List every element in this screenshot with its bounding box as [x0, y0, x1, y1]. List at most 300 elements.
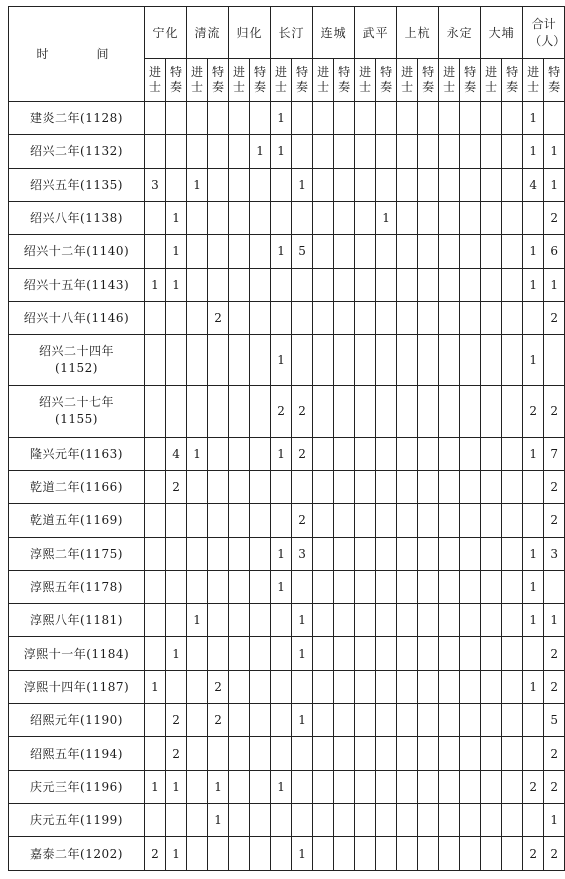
- time-cell: 绍熙元年(1190): [9, 704, 145, 737]
- tezou-count-cell: [502, 804, 523, 837]
- jinshi-count-cell: [313, 837, 334, 871]
- tezou-count-cell: [418, 268, 439, 301]
- jinshi-count-cell: [313, 470, 334, 503]
- jinshi-count-cell: 1: [187, 168, 208, 201]
- jinshi-count-cell: [481, 804, 502, 837]
- jinshi-count-cell: [313, 670, 334, 703]
- tezou-count-cell: [460, 804, 481, 837]
- jinshi-count-cell: [397, 335, 418, 386]
- jinshi-count-cell: [187, 268, 208, 301]
- county-header: 清流: [187, 7, 229, 59]
- tezou-count-cell: [418, 235, 439, 268]
- jinshi-count-cell: [229, 770, 250, 803]
- tezou-count-cell: 1: [292, 637, 313, 670]
- jinshi-count-cell: [355, 504, 376, 537]
- tezou-count-cell: [376, 704, 397, 737]
- jinshi-count-cell: [145, 637, 166, 670]
- tezou-count-cell: 2: [544, 470, 565, 503]
- tezou-count-cell: [418, 570, 439, 603]
- jinshi-count-cell: [481, 135, 502, 168]
- tezou-count-cell: [250, 504, 271, 537]
- jinshi-count-cell: [229, 102, 250, 135]
- jinshi-count-cell: [481, 437, 502, 470]
- tezou-count-cell: [502, 386, 523, 437]
- tezou-count-cell: [460, 737, 481, 770]
- tezou-count-cell: [544, 335, 565, 386]
- tezou-count-cell: [502, 704, 523, 737]
- jinshi-count-cell: [481, 537, 502, 570]
- tezou-count-cell: [418, 537, 439, 570]
- jinshi-subheader: 进士: [523, 59, 544, 102]
- tezou-count-cell: [208, 168, 229, 201]
- jinshi-count-cell: [439, 102, 460, 135]
- tezou-count-cell: [460, 386, 481, 437]
- jinshi-count-cell: [397, 301, 418, 334]
- jinshi-count-cell: 1: [271, 770, 292, 803]
- jinshi-count-cell: [313, 201, 334, 234]
- tezou-count-cell: [292, 102, 313, 135]
- jinshi-count-cell: [187, 737, 208, 770]
- tezou-count-cell: [250, 437, 271, 470]
- jinshi-count-cell: 1: [187, 437, 208, 470]
- tezou-count-cell: 1: [292, 168, 313, 201]
- tezou-count-cell: [292, 670, 313, 703]
- jinshi-count-cell: 2: [523, 770, 544, 803]
- jinshi-count-cell: [439, 386, 460, 437]
- jinshi-count-cell: [313, 604, 334, 637]
- tezou-count-cell: [376, 570, 397, 603]
- tezou-count-cell: [502, 670, 523, 703]
- time-cell: 淳熙八年(1181): [9, 604, 145, 637]
- jinshi-subheader: 进士: [355, 59, 376, 102]
- jinshi-count-cell: [145, 335, 166, 386]
- tezou-count-cell: [208, 737, 229, 770]
- tezou-subheader: 特奏: [544, 59, 565, 102]
- jinshi-count-cell: 1: [187, 604, 208, 637]
- jinshi-count-cell: [355, 837, 376, 871]
- jinshi-count-cell: [397, 470, 418, 503]
- jinshi-count-cell: [439, 704, 460, 737]
- jinshi-count-cell: [481, 604, 502, 637]
- time-cell: 淳熙十四年(1187): [9, 670, 145, 703]
- tezou-count-cell: [376, 102, 397, 135]
- tezou-count-cell: [376, 737, 397, 770]
- jinshi-count-cell: [481, 301, 502, 334]
- tezou-count-cell: 2: [544, 504, 565, 537]
- jinshi-count-cell: [145, 504, 166, 537]
- jinshi-count-cell: 2: [145, 837, 166, 871]
- tezou-count-cell: [418, 201, 439, 234]
- jinshi-subheader: 进士: [145, 59, 166, 102]
- jinshi-count-cell: [523, 704, 544, 737]
- jinshi-count-cell: [271, 470, 292, 503]
- tezou-count-cell: [166, 604, 187, 637]
- tezou-count-cell: [502, 335, 523, 386]
- jinshi-count-cell: [481, 168, 502, 201]
- tezou-count-cell: [502, 301, 523, 334]
- tezou-count-cell: [208, 504, 229, 537]
- tezou-count-cell: 5: [292, 235, 313, 268]
- tezou-count-cell: [418, 604, 439, 637]
- tezou-count-cell: 2: [544, 201, 565, 234]
- tezou-count-cell: [250, 637, 271, 670]
- jinshi-count-cell: [523, 201, 544, 234]
- exam-statistics-table: [8, 6, 565, 871]
- jinshi-count-cell: 1: [145, 670, 166, 703]
- jinshi-count-cell: [229, 504, 250, 537]
- time-cell: 乾道二年(1166): [9, 470, 145, 503]
- jinshi-count-cell: [439, 470, 460, 503]
- jinshi-count-cell: [439, 335, 460, 386]
- jinshi-subheader: 进士: [397, 59, 418, 102]
- jinshi-count-cell: [187, 135, 208, 168]
- tezou-count-cell: [502, 168, 523, 201]
- tezou-count-cell: [250, 737, 271, 770]
- jinshi-count-cell: [271, 168, 292, 201]
- jinshi-count-cell: [187, 770, 208, 803]
- tezou-count-cell: [334, 268, 355, 301]
- jinshi-count-cell: [397, 770, 418, 803]
- tezou-count-cell: [460, 301, 481, 334]
- tezou-count-cell: [166, 804, 187, 837]
- jinshi-count-cell: 1: [145, 770, 166, 803]
- tezou-count-cell: [250, 704, 271, 737]
- jinshi-count-cell: 1: [523, 135, 544, 168]
- time-cell: 乾道五年(1169): [9, 504, 145, 537]
- tezou-count-cell: 1: [166, 235, 187, 268]
- tezou-count-cell: [418, 804, 439, 837]
- jinshi-count-cell: [187, 201, 208, 234]
- tezou-count-cell: 1: [544, 168, 565, 201]
- tezou-count-cell: [460, 268, 481, 301]
- tezou-count-cell: [334, 201, 355, 234]
- jinshi-count-cell: [313, 102, 334, 135]
- jinshi-count-cell: [229, 301, 250, 334]
- tezou-count-cell: [376, 637, 397, 670]
- jinshi-count-cell: [439, 570, 460, 603]
- tezou-count-cell: 2: [166, 737, 187, 770]
- tezou-count-cell: 3: [292, 537, 313, 570]
- jinshi-count-cell: [355, 737, 376, 770]
- jinshi-count-cell: 1: [523, 537, 544, 570]
- tezou-count-cell: [208, 386, 229, 437]
- county-header: 归化: [229, 7, 271, 59]
- tezou-count-cell: [334, 804, 355, 837]
- jinshi-count-cell: [145, 135, 166, 168]
- tezou-count-cell: [460, 670, 481, 703]
- tezou-count-cell: [502, 837, 523, 871]
- jinshi-count-cell: 1: [523, 437, 544, 470]
- tezou-count-cell: [250, 570, 271, 603]
- tezou-count-cell: [502, 604, 523, 637]
- jinshi-count-cell: [481, 704, 502, 737]
- county-header: 武平: [355, 7, 397, 59]
- table-row: [9, 301, 565, 334]
- jinshi-count-cell: [481, 470, 502, 503]
- jinshi-count-cell: 1: [271, 235, 292, 268]
- jinshi-count-cell: [397, 386, 418, 437]
- tezou-count-cell: 2: [544, 301, 565, 334]
- tezou-count-cell: [292, 135, 313, 168]
- jinshi-count-cell: 1: [523, 335, 544, 386]
- tezou-subheader: 特奏: [208, 59, 229, 102]
- time-cell: 淳熙五年(1178): [9, 570, 145, 603]
- jinshi-count-cell: [229, 670, 250, 703]
- tezou-count-cell: [376, 168, 397, 201]
- jinshi-count-cell: [439, 135, 460, 168]
- jinshi-count-cell: [481, 268, 502, 301]
- jinshi-count-cell: [187, 470, 208, 503]
- jinshi-count-cell: [145, 470, 166, 503]
- table-row: [9, 201, 565, 234]
- tezou-subheader: 特奏: [418, 59, 439, 102]
- jinshi-count-cell: 1: [145, 268, 166, 301]
- tezou-count-cell: 7: [544, 437, 565, 470]
- tezou-count-cell: [460, 470, 481, 503]
- tezou-subheader: 特奏: [460, 59, 481, 102]
- tezou-count-cell: [376, 504, 397, 537]
- table-row: [9, 570, 565, 603]
- tezou-count-cell: [460, 135, 481, 168]
- jinshi-count-cell: [439, 168, 460, 201]
- tezou-count-cell: 1: [166, 201, 187, 234]
- jinshi-count-cell: [397, 201, 418, 234]
- time-cell: 嘉泰二年(1202): [9, 837, 145, 871]
- jinshi-count-cell: [355, 770, 376, 803]
- tezou-count-cell: 6: [544, 235, 565, 268]
- jinshi-count-cell: [229, 837, 250, 871]
- jinshi-count-cell: [355, 804, 376, 837]
- table-row: [9, 268, 565, 301]
- tezou-count-cell: [208, 201, 229, 234]
- tezou-count-cell: [502, 537, 523, 570]
- jinshi-count-cell: [355, 235, 376, 268]
- tezou-count-cell: [208, 570, 229, 603]
- tezou-count-cell: [208, 335, 229, 386]
- jinshi-count-cell: [313, 335, 334, 386]
- table-row: [9, 604, 565, 637]
- jinshi-count-cell: [229, 335, 250, 386]
- jinshi-count-cell: [481, 737, 502, 770]
- table-row: [9, 386, 565, 437]
- tezou-count-cell: [208, 537, 229, 570]
- tezou-count-cell: [460, 437, 481, 470]
- jinshi-count-cell: [229, 135, 250, 168]
- jinshi-count-cell: [439, 201, 460, 234]
- jinshi-count-cell: [523, 470, 544, 503]
- jinshi-count-cell: 1: [271, 335, 292, 386]
- jinshi-count-cell: [229, 268, 250, 301]
- jinshi-count-cell: 1: [523, 268, 544, 301]
- jinshi-count-cell: [523, 737, 544, 770]
- tezou-count-cell: [418, 470, 439, 503]
- jinshi-count-cell: 1: [523, 670, 544, 703]
- jinshi-count-cell: [481, 504, 502, 537]
- jinshi-count-cell: [187, 804, 208, 837]
- tezou-count-cell: [292, 737, 313, 770]
- jinshi-count-cell: [439, 437, 460, 470]
- county-header: 长汀: [271, 7, 313, 59]
- tezou-count-cell: 1: [292, 604, 313, 637]
- table-row: [9, 704, 565, 737]
- tezou-count-cell: [292, 335, 313, 386]
- jinshi-count-cell: [313, 637, 334, 670]
- tezou-count-cell: [376, 670, 397, 703]
- jinshi-count-cell: [397, 268, 418, 301]
- jinshi-count-cell: 1: [271, 537, 292, 570]
- tezou-count-cell: [376, 135, 397, 168]
- tezou-count-cell: [250, 335, 271, 386]
- time-cell: 绍兴二十七年(1155): [9, 386, 145, 437]
- tezou-count-cell: 2: [544, 386, 565, 437]
- jinshi-count-cell: 1: [271, 437, 292, 470]
- tezou-count-cell: [460, 704, 481, 737]
- jinshi-count-cell: [355, 537, 376, 570]
- time-column-header: 时 间: [9, 7, 145, 102]
- jinshi-count-cell: [397, 837, 418, 871]
- tezou-count-cell: [208, 268, 229, 301]
- tezou-count-cell: [376, 470, 397, 503]
- tezou-count-cell: 2: [208, 301, 229, 334]
- jinshi-count-cell: [271, 704, 292, 737]
- jinshi-count-cell: [187, 235, 208, 268]
- table-row: [9, 135, 565, 168]
- jinshi-count-cell: [187, 386, 208, 437]
- tezou-count-cell: [250, 837, 271, 871]
- tezou-count-cell: [292, 268, 313, 301]
- tezou-count-cell: [208, 637, 229, 670]
- jinshi-count-cell: [187, 301, 208, 334]
- tezou-count-cell: [334, 704, 355, 737]
- jinshi-count-cell: [439, 770, 460, 803]
- jinshi-count-cell: [313, 437, 334, 470]
- jinshi-count-cell: [355, 670, 376, 703]
- jinshi-count-cell: [397, 504, 418, 537]
- table-row: [9, 168, 565, 201]
- tezou-count-cell: [208, 135, 229, 168]
- table-row: [9, 637, 565, 670]
- tezou-count-cell: 2: [292, 504, 313, 537]
- jinshi-count-cell: [271, 670, 292, 703]
- tezou-count-cell: [250, 102, 271, 135]
- tezou-count-cell: [460, 504, 481, 537]
- tezou-count-cell: [208, 437, 229, 470]
- tezou-count-cell: [208, 235, 229, 268]
- jinshi-subheader: 进士: [439, 59, 460, 102]
- time-cell: 绍兴五年(1135): [9, 168, 145, 201]
- jinshi-count-cell: [271, 504, 292, 537]
- jinshi-count-cell: [355, 335, 376, 386]
- jinshi-count-cell: 1: [523, 604, 544, 637]
- tezou-count-cell: 1: [166, 770, 187, 803]
- jinshi-count-cell: [523, 804, 544, 837]
- jinshi-count-cell: [313, 168, 334, 201]
- tezou-count-cell: 1: [208, 804, 229, 837]
- tezou-count-cell: 2: [544, 770, 565, 803]
- tezou-count-cell: [418, 102, 439, 135]
- jinshi-count-cell: [397, 637, 418, 670]
- jinshi-count-cell: [271, 604, 292, 637]
- jinshi-count-cell: [145, 301, 166, 334]
- tezou-count-cell: [250, 386, 271, 437]
- tezou-count-cell: [376, 537, 397, 570]
- tezou-count-cell: 1: [544, 268, 565, 301]
- jinshi-count-cell: [229, 604, 250, 637]
- jinshi-count-cell: [397, 102, 418, 135]
- tezou-count-cell: [376, 770, 397, 803]
- jinshi-count-cell: [355, 201, 376, 234]
- tezou-count-cell: [334, 637, 355, 670]
- time-cell: 庆元五年(1199): [9, 804, 145, 837]
- jinshi-subheader: 进士: [481, 59, 502, 102]
- tezou-count-cell: [502, 637, 523, 670]
- tezou-count-cell: [376, 301, 397, 334]
- tezou-count-cell: 2: [208, 670, 229, 703]
- jinshi-count-cell: [187, 570, 208, 603]
- tezou-count-cell: [334, 168, 355, 201]
- tezou-count-cell: [376, 335, 397, 386]
- tezou-count-cell: [460, 604, 481, 637]
- jinshi-count-cell: [439, 235, 460, 268]
- tezou-count-cell: [166, 168, 187, 201]
- jinshi-count-cell: [355, 470, 376, 503]
- jinshi-count-cell: [397, 235, 418, 268]
- jinshi-count-cell: [397, 670, 418, 703]
- tezou-count-cell: 2: [544, 637, 565, 670]
- jinshi-count-cell: [397, 804, 418, 837]
- jinshi-count-cell: [355, 168, 376, 201]
- jinshi-count-cell: [145, 537, 166, 570]
- tezou-count-cell: [166, 135, 187, 168]
- jinshi-subheader: 进士: [229, 59, 250, 102]
- tezou-count-cell: [250, 168, 271, 201]
- jinshi-count-cell: [481, 670, 502, 703]
- jinshi-count-cell: [271, 268, 292, 301]
- jinshi-count-cell: [145, 102, 166, 135]
- jinshi-count-cell: [397, 135, 418, 168]
- table-row: [9, 470, 565, 503]
- jinshi-count-cell: 1: [523, 570, 544, 603]
- tezou-count-cell: [250, 804, 271, 837]
- tezou-count-cell: [166, 301, 187, 334]
- tezou-count-cell: [418, 301, 439, 334]
- jinshi-count-cell: [481, 201, 502, 234]
- jinshi-count-cell: [481, 102, 502, 135]
- jinshi-count-cell: [355, 135, 376, 168]
- jinshi-subheader: 进士: [313, 59, 334, 102]
- jinshi-count-cell: [145, 804, 166, 837]
- tezou-count-cell: [460, 235, 481, 268]
- tezou-count-cell: [544, 570, 565, 603]
- jinshi-count-cell: [397, 168, 418, 201]
- tezou-count-cell: [334, 102, 355, 135]
- county-header: 宁化: [145, 7, 187, 59]
- jinshi-count-cell: [397, 570, 418, 603]
- tezou-count-cell: [418, 637, 439, 670]
- tezou-count-cell: [376, 604, 397, 637]
- tezou-count-cell: 2: [544, 737, 565, 770]
- tezou-count-cell: [250, 470, 271, 503]
- time-cell: 淳熙二年(1175): [9, 537, 145, 570]
- jinshi-count-cell: [439, 637, 460, 670]
- jinshi-count-cell: [313, 386, 334, 437]
- tezou-count-cell: [376, 804, 397, 837]
- jinshi-count-cell: 4: [523, 168, 544, 201]
- tezou-count-cell: [250, 301, 271, 334]
- jinshi-count-cell: [229, 168, 250, 201]
- tezou-count-cell: 2: [208, 704, 229, 737]
- jinshi-count-cell: 2: [271, 386, 292, 437]
